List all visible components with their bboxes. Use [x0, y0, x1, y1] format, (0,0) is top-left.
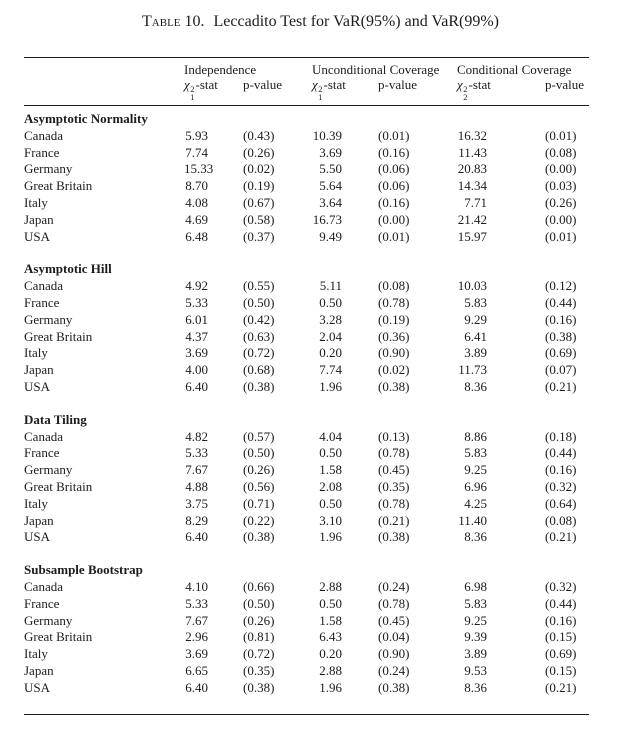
pvalue-cell: (0.16): [545, 612, 577, 628]
pvalue-cell: (0.00): [378, 211, 410, 227]
col-header-pvalue-independence: p-value: [243, 77, 282, 92]
chi-symbol: χ: [184, 77, 190, 92]
stat-cell: 6.65: [185, 662, 208, 678]
pvalue-cell: (0.42): [243, 311, 275, 327]
pvalue-cell: (0.35): [243, 662, 275, 678]
section-rows: [24, 128, 589, 246]
chi-sub: 1: [318, 91, 323, 102]
stat-cell: 7.67: [185, 462, 208, 478]
pvalue-cell: (0.72): [243, 345, 275, 361]
group-header-unconditional-coverage: Unconditional Coverage: [312, 62, 440, 77]
stat-cell: 9.53: [464, 662, 487, 678]
table-row: [24, 596, 589, 613]
pvalue-cell: (0.13): [378, 428, 410, 444]
pvalue-cell: (0.44): [545, 445, 577, 461]
stat-cell: 6.01: [185, 311, 208, 327]
stat-cell: 4.69: [185, 211, 208, 227]
stat-cell: 3.64: [319, 194, 342, 210]
table-row: [24, 513, 589, 530]
pvalue-cell: (0.50): [243, 445, 275, 461]
chi-sub: 1: [190, 91, 195, 102]
pvalue-cell: (0.12): [545, 278, 577, 294]
col-header-pvalue-unconditional: p-value: [378, 77, 417, 92]
stat-cell: 8.36: [464, 679, 487, 695]
pvalue-cell: (0.06): [378, 161, 410, 177]
pvalue-cell: (0.00): [545, 211, 577, 227]
country-cell: Germany: [24, 161, 73, 177]
pvalue-cell: (0.63): [243, 328, 275, 344]
stat-cell: 9.25: [464, 462, 487, 478]
table-row: [24, 128, 589, 145]
stat-cell: 1.96: [319, 529, 342, 545]
table-section: [24, 412, 589, 546]
table-row: [24, 329, 589, 346]
pvalue-cell: (0.72): [243, 646, 275, 662]
pvalue-cell: (0.38): [378, 679, 410, 695]
country-cell: Great Britain: [24, 178, 93, 194]
country-cell: Japan: [24, 362, 54, 378]
stat-cell: 9.29: [464, 311, 487, 327]
table-row: [24, 295, 589, 312]
country-cell: USA: [24, 228, 51, 244]
pvalue-cell: (0.15): [545, 662, 577, 678]
table-row: [24, 195, 589, 212]
table-row: [24, 613, 589, 630]
stat-cell: 1.58: [319, 462, 342, 478]
stat-cell: 3.69: [185, 345, 208, 361]
stat-cell: 10.39: [312, 127, 342, 143]
pvalue-cell: (0.37): [243, 228, 275, 244]
country-cell: France: [24, 144, 60, 160]
pvalue-cell: (0.04): [378, 629, 410, 645]
stat-cell: 5.83: [464, 294, 487, 310]
pvalue-cell: (0.16): [378, 144, 410, 160]
chi-sub: 2: [463, 91, 468, 102]
stat-cell: 5.83: [464, 595, 487, 611]
pvalue-cell: (0.18): [545, 428, 577, 444]
stat-cell: 1.96: [319, 378, 342, 394]
pvalue-cell: (0.64): [545, 495, 577, 511]
stat-cell: 15.97: [457, 228, 487, 244]
stat-cell: 5.83: [464, 445, 487, 461]
stat-cell: 20.83: [457, 161, 487, 177]
pvalue-cell: (0.58): [243, 211, 275, 227]
stat-cell: 0.20: [319, 345, 342, 361]
pvalue-cell: (0.26): [243, 612, 275, 628]
col-header-chi2-stat-conditional: [457, 77, 545, 101]
pvalue-cell: (0.16): [545, 462, 577, 478]
stat-cell: 8.36: [464, 529, 487, 545]
pvalue-cell: (0.71): [243, 495, 275, 511]
bottom-rule: [24, 714, 589, 715]
country-cell: USA: [24, 529, 51, 545]
section-header: Subsample Bootstrap: [24, 562, 143, 578]
pvalue-cell: (0.38): [378, 378, 410, 394]
stat-cell: 0.50: [319, 595, 342, 611]
pvalue-cell: (0.78): [378, 495, 410, 511]
pvalue-cell: (0.26): [243, 462, 275, 478]
country-cell: Canada: [24, 127, 63, 143]
table-row: [24, 680, 589, 697]
table-row: [24, 312, 589, 329]
country-cell: Canada: [24, 428, 63, 444]
table-row: [24, 646, 589, 663]
pvalue-cell: (0.38): [243, 679, 275, 695]
pvalue-cell: (0.90): [378, 646, 410, 662]
stat-cell: 11.73: [458, 362, 487, 378]
table-row: [24, 496, 589, 513]
stat-cell: 4.88: [185, 478, 208, 494]
pvalue-cell: (0.08): [545, 144, 577, 160]
pvalue-cell: (0.44): [545, 294, 577, 310]
pvalue-cell: (0.35): [378, 478, 410, 494]
stat-cell: 6.40: [185, 679, 208, 695]
stat-cell: 5.11: [319, 278, 342, 294]
stat-cell: 4.92: [185, 278, 208, 294]
stat-cell: 6.41: [464, 328, 487, 344]
stat-cell: 5.64: [319, 178, 342, 194]
country-cell: France: [24, 294, 60, 310]
section-rows: [24, 579, 589, 697]
pvalue-cell: (0.38): [545, 328, 577, 344]
country-cell: Germany: [24, 612, 73, 628]
pvalue-cell: (0.21): [545, 679, 577, 695]
stat-cell: 10.03: [457, 278, 487, 294]
pvalue-cell: (0.21): [545, 378, 577, 394]
stat-cell: 2.88: [319, 578, 342, 594]
country-cell: Italy: [24, 345, 48, 361]
stat-cell: 0.50: [319, 495, 342, 511]
country-cell: Italy: [24, 646, 48, 662]
pvalue-cell: (0.26): [545, 194, 577, 210]
stat-cell: 2.04: [319, 328, 342, 344]
country-cell: Great Britain: [24, 478, 93, 494]
stat-cell: 16.73: [312, 211, 342, 227]
pvalue-cell: (0.43): [243, 127, 275, 143]
stat-cell: 3.89: [464, 646, 487, 662]
pvalue-cell: (0.02): [243, 161, 275, 177]
pvalue-cell: (0.38): [243, 529, 275, 545]
pvalue-cell: (0.22): [243, 512, 275, 528]
stat-cell: 9.25: [464, 612, 487, 628]
chi-sup: 2: [318, 84, 323, 94]
country-cell: Great Britain: [24, 328, 93, 344]
country-cell: Canada: [24, 578, 63, 594]
stat-cell: 3.75: [185, 495, 208, 511]
stat-cell: 3.69: [319, 144, 342, 160]
pvalue-cell: (0.90): [378, 345, 410, 361]
section-header: Asymptotic Hill: [24, 261, 112, 277]
pvalue-cell: (0.24): [378, 662, 410, 678]
pvalue-cell: (0.38): [378, 529, 410, 545]
country-cell: France: [24, 445, 60, 461]
stat-cell: 4.10: [185, 578, 208, 594]
pvalue-cell: (0.06): [378, 178, 410, 194]
stat-cell: 11.43: [458, 144, 487, 160]
pvalue-cell: (0.45): [378, 612, 410, 628]
col-header-chi1-stat-unconditional: [312, 77, 378, 101]
pvalue-cell: (0.24): [378, 578, 410, 594]
pvalue-cell: (0.36): [378, 328, 410, 344]
chi-scripts: [190, 86, 194, 101]
table-row: [24, 479, 589, 496]
stat-cell: 0.50: [319, 294, 342, 310]
pvalue-cell: (0.21): [545, 529, 577, 545]
stat-cell: 8.86: [464, 428, 487, 444]
pvalue-cell: (0.01): [545, 228, 577, 244]
table-section: [24, 111, 589, 245]
table-section: [24, 562, 589, 696]
pvalue-cell: (0.32): [545, 478, 577, 494]
pvalue-cell: (0.19): [378, 311, 410, 327]
pvalue-cell: (0.38): [243, 378, 275, 394]
section-header: Asymptotic Normality: [24, 111, 148, 126]
stat-cell: 7.67: [185, 612, 208, 628]
stat-cell: 4.37: [185, 328, 208, 344]
table-row: [24, 379, 589, 396]
stat-cell: 7.74: [185, 144, 208, 160]
chi-symbol: χ: [312, 77, 318, 92]
pvalue-cell: (0.56): [243, 478, 275, 494]
pvalue-cell: (0.66): [243, 578, 275, 594]
table-row: [24, 161, 589, 178]
col-header-pvalue-conditional: p-value: [545, 77, 584, 92]
stat-cell: 11.40: [458, 512, 487, 528]
stat-cell: 5.33: [185, 595, 208, 611]
pvalue-cell: (0.16): [545, 311, 577, 327]
empty-header-cell: [24, 77, 184, 101]
pvalue-cell: (0.44): [545, 595, 577, 611]
stat-cell: 7.74: [319, 362, 342, 378]
pvalue-cell: (0.69): [545, 345, 577, 361]
pvalue-cell: (0.50): [243, 294, 275, 310]
stat-cell: 14.34: [457, 178, 487, 194]
table-row: [24, 429, 589, 446]
section-rows: [24, 429, 589, 547]
country-cell: USA: [24, 378, 51, 394]
country-cell: Germany: [24, 462, 73, 478]
stat-cell: 3.10: [319, 512, 342, 528]
country-cell: France: [24, 595, 60, 611]
group-header-independence: Independence: [184, 62, 257, 77]
table-row: [24, 462, 589, 479]
col-header-chi1-stat-independence: [184, 77, 243, 101]
table-row: [24, 579, 589, 596]
pvalue-cell: (0.67): [243, 194, 275, 210]
stat-cell: 9.39: [464, 629, 487, 645]
stat-cell: 6.40: [185, 529, 208, 545]
stat-cell: 8.29: [185, 512, 208, 528]
table-caption-text: Leccadito Test for VaR(95%) and VaR(99%): [213, 13, 499, 30]
empty-header-cell: [24, 62, 184, 77]
country-cell: Italy: [24, 495, 48, 511]
stat-cell: 6.98: [464, 578, 487, 594]
stat-cell: 21.42: [457, 211, 487, 227]
pvalue-cell: (0.45): [378, 462, 410, 478]
pvalue-cell: (0.32): [545, 578, 577, 594]
table-caption: [0, 12, 641, 32]
pvalue-cell: (0.78): [378, 445, 410, 461]
stat-cell: 2.08: [319, 478, 342, 494]
country-cell: Japan: [24, 662, 54, 678]
stat-cell: 1.96: [319, 679, 342, 695]
table-caption-number: Table 10.: [142, 13, 205, 30]
stat-cell: 4.82: [185, 428, 208, 444]
chi-symbol: χ: [457, 77, 463, 92]
group-header-conditional-coverage: Conditional Coverage: [457, 62, 572, 77]
stat-cell: 4.00: [185, 362, 208, 378]
pvalue-cell: (0.81): [243, 629, 275, 645]
country-cell: USA: [24, 679, 51, 695]
pvalue-cell: (0.01): [545, 127, 577, 143]
stat-cell: 6.43: [319, 629, 342, 645]
stat-cell: 1.58: [319, 612, 342, 628]
stat-cell: 3.28: [319, 311, 342, 327]
pvalue-cell: (0.78): [378, 595, 410, 611]
pvalue-cell: (0.68): [243, 362, 275, 378]
pvalue-cell: (0.00): [545, 161, 577, 177]
stat-suffix: -stat: [195, 77, 218, 92]
stat-cell: 4.25: [464, 495, 487, 511]
table-row: [24, 278, 589, 295]
stat-cell: 6.40: [185, 378, 208, 394]
pvalue-cell: (0.07): [545, 362, 577, 378]
pvalue-cell: (0.50): [243, 595, 275, 611]
stat-cell: 2.96: [185, 629, 208, 645]
table-row: [24, 362, 589, 379]
stat-cell: 3.89: [464, 345, 487, 361]
pvalue-cell: (0.78): [378, 294, 410, 310]
chi-scripts: [463, 86, 467, 101]
stat-suffix: -stat: [323, 77, 346, 92]
pvalue-cell: (0.01): [378, 228, 410, 244]
pvalue-cell: (0.57): [243, 428, 275, 444]
table-row: [24, 529, 589, 546]
results-table: [24, 57, 589, 715]
stat-cell: 2.88: [319, 662, 342, 678]
stat-cell: 15.33: [184, 161, 214, 177]
stat-cell: 6.48: [185, 228, 208, 244]
stat-cell: 16.32: [457, 127, 487, 143]
stat-cell: 8.36: [464, 378, 487, 394]
pvalue-cell: (0.69): [545, 646, 577, 662]
stat-cell: 5.93: [185, 127, 208, 143]
table-section: [24, 261, 589, 395]
stat-cell: 3.69: [185, 646, 208, 662]
stat-cell: 7.71: [464, 194, 487, 210]
stat-cell: 6.96: [464, 478, 487, 494]
pvalue-cell: (0.08): [378, 278, 410, 294]
pvalue-cell: (0.08): [545, 512, 577, 528]
stat-cell: 8.70: [185, 178, 208, 194]
chi-sup: 2: [463, 84, 468, 94]
table-row: [24, 212, 589, 229]
country-cell: Japan: [24, 211, 54, 227]
chi-scripts: [318, 86, 322, 101]
table-row: [24, 629, 589, 646]
table-row: [24, 145, 589, 162]
table-row: [24, 663, 589, 680]
stat-cell: 5.33: [185, 445, 208, 461]
section-rows: [24, 278, 589, 396]
stat-cell: 4.04: [319, 428, 342, 444]
pvalue-cell: (0.21): [378, 512, 410, 528]
pvalue-cell: (0.55): [243, 278, 275, 294]
column-header-row: [24, 77, 589, 105]
stat-cell: 0.20: [319, 646, 342, 662]
chi-sup: 2: [190, 84, 195, 94]
pvalue-cell: (0.19): [243, 178, 275, 194]
stat-cell: 5.50: [319, 161, 342, 177]
pvalue-cell: (0.26): [243, 144, 275, 160]
stat-cell: 9.49: [319, 228, 342, 244]
stat-suffix: -stat: [468, 77, 491, 92]
country-cell: Canada: [24, 278, 63, 294]
table-row: [24, 229, 589, 246]
country-cell: Great Britain: [24, 629, 93, 645]
pvalue-cell: (0.15): [545, 629, 577, 645]
table-row: [24, 445, 589, 462]
country-cell: Italy: [24, 194, 48, 210]
stat-cell: 4.08: [185, 194, 208, 210]
group-header-row: [24, 58, 589, 77]
stat-cell: 5.33: [185, 294, 208, 310]
country-cell: Germany: [24, 311, 73, 327]
table-row: [24, 345, 589, 362]
country-cell: Japan: [24, 512, 54, 528]
table-row: [24, 178, 589, 195]
stat-cell: 0.50: [319, 445, 342, 461]
pvalue-cell: (0.03): [545, 178, 577, 194]
table-body: [24, 106, 589, 714]
section-header: Data Tiling: [24, 411, 87, 427]
pvalue-cell: (0.02): [378, 362, 410, 378]
pvalue-cell: (0.16): [378, 194, 410, 210]
pvalue-cell: (0.01): [378, 127, 410, 143]
